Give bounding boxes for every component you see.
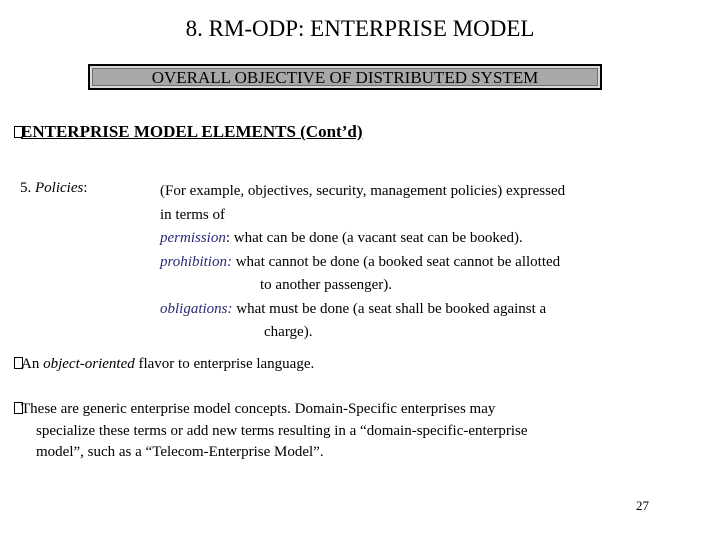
policies-label	[20, 180, 88, 197]
page-number: 27	[636, 498, 649, 513]
prohibition-term: prohibition:	[160, 253, 232, 270]
obligations-line	[160, 298, 680, 322]
bullet1-pre: An	[21, 356, 44, 372]
prohibition-text: what cannot be done (a booked seat cannot be allotted	[231, 253, 561, 270]
obligations-text: what must be done (a seat shall be booked against a	[232, 300, 547, 317]
prohibition-line	[160, 251, 680, 275]
bullet1-emphasis: object-oriented	[43, 356, 135, 372]
permission-text: : what can be done (a vacant seat can be booked).	[225, 230, 523, 246]
bullet2-line-1-text: These are generic enterprise model concepts. Domain-Specific enterprises may	[21, 401, 496, 417]
prohibition-continuation: to another passenger).	[260, 277, 393, 293]
policies-intro-line-1: (For example, objectives, security, management policies) expressed	[160, 183, 566, 199]
policies-intro-line-2: in terms of	[160, 206, 225, 223]
banner-text: OVERALL OBJECTIVE OF DISTRIBUTED SYSTEM	[151, 68, 539, 87]
bullet2-line-2: specialize these terms or add new terms resulting in a “domain-specific-enterprise	[36, 422, 528, 439]
bullet2-line-3: model”, such as a “Telecom-Enterprise Model”.	[36, 444, 324, 460]
bullet2-line-1	[14, 399, 654, 421]
policies-term: Policies	[35, 180, 84, 196]
bullet1-post: flavor to enterprise language.	[134, 356, 315, 372]
policies-colon: :	[83, 180, 88, 196]
permission-term: permission	[160, 230, 226, 246]
bullet-object-oriented	[14, 356, 314, 373]
heading-text: ENTERPRISE MODEL ELEMENTS (Cont’d)	[21, 122, 363, 141]
permission-line	[160, 227, 680, 251]
obligations-term: obligations:	[160, 300, 233, 317]
policies-number: 5.	[20, 180, 35, 196]
policies-description	[160, 180, 680, 345]
objective-banner	[88, 64, 602, 90]
obligations-continuation: charge).	[264, 324, 313, 340]
section-heading	[14, 122, 362, 142]
slide-title: 8. RM-ODP: ENTERPRISE MODEL	[185, 16, 535, 41]
bullet-generic-concepts	[14, 399, 654, 464]
